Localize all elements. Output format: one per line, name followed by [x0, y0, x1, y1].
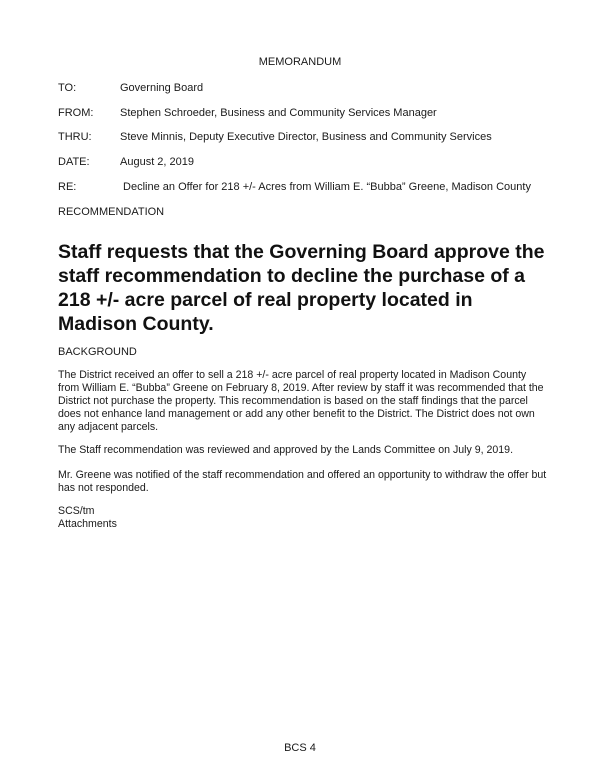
recommendation-heading: RECOMMENDATION: [58, 206, 165, 218]
field-date: [58, 156, 194, 169]
background-paragraph-1: The District received an offer to sell a 218 +/- acre parcel of real property located in Madison County from William E. “Bubba” Greene on February 8, 2019. After review by staff it was recommended that the District not purchase the property. This recommendation is based on the staff findings that the parcel does not enhance land management or add any other benefit to the District. The District does not own any adjacent parcels.: [58, 369, 544, 433]
field-from-value: Stephen Schroeder, Business and Community Services Manager: [120, 107, 437, 119]
field-re: [58, 181, 531, 194]
attachments-label: Attachments: [58, 518, 117, 530]
field-re-label: RE:: [58, 181, 77, 193]
field-re-value: Decline an Offer for 218 +/- Acres from William E. “Bubba” Greene, Madison County: [120, 181, 531, 193]
recommendation-headline: Staff requests that the Governing Board approve the staff recommendation to decline the purchase of a 218 +/- acre parcel of real property located in Madison County.: [58, 241, 545, 335]
field-date-value: August 2, 2019: [120, 156, 195, 168]
field-to-value: Governing Board: [120, 82, 204, 94]
page-footer: BCS 4: [284, 742, 316, 754]
field-thru-label: THRU:: [58, 131, 92, 143]
field-to-label: TO:: [58, 82, 77, 94]
background-heading: BACKGROUND: [58, 346, 137, 358]
background-paragraph-3: Mr. Greene was notified of the staff recommendation and offered an opportunity to withdraw the offer but has not responded.: [58, 469, 547, 494]
field-from: [58, 107, 437, 120]
field-thru: [58, 131, 492, 144]
field-date-label: DATE:: [58, 156, 90, 168]
signature-initials: SCS/tm: [58, 505, 95, 517]
memo-title: MEMORANDUM: [258, 56, 342, 68]
field-from-label: FROM:: [58, 107, 94, 119]
field-to: [58, 82, 203, 95]
field-thru-value: Steve Minnis, Deputy Executive Director, Business and Community Services: [120, 131, 492, 143]
background-paragraph-2: The Staff recommendation was reviewed and approved by the Lands Committee on July 9, 2019.: [58, 444, 514, 456]
